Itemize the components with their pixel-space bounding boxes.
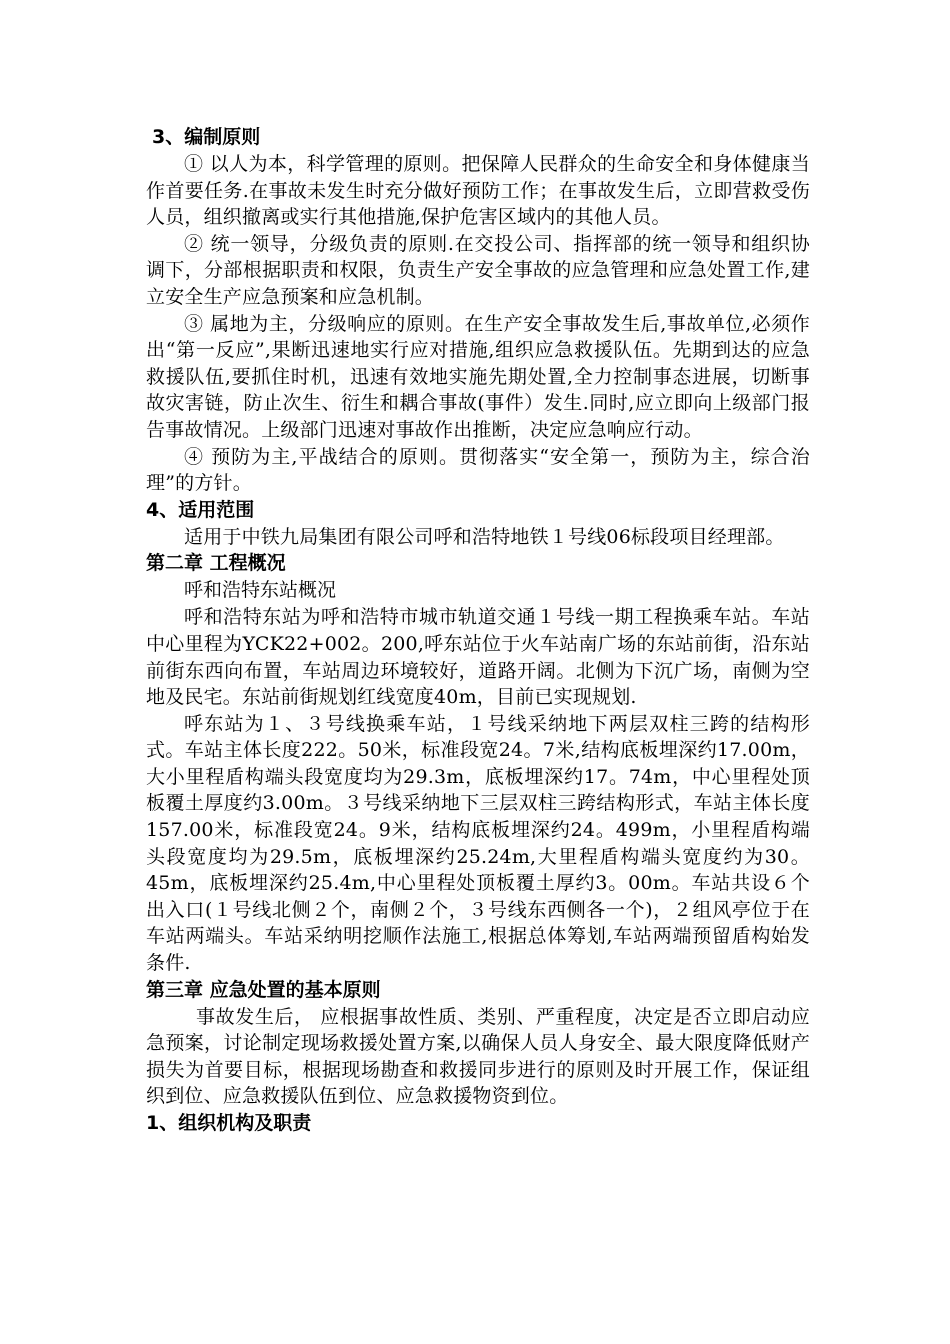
paragraph-principle-1: ① 以人为本，科学管理的原则。把保障人民群众的生命安全和身体健康当作首要任务.在事故未发生时充分做好预防工作；在事故发生后，立即营救受伤人员，组织撤离或实行其他措施,保护危害区域内的其他人员。 bbox=[146, 153, 810, 229]
subheading-station-overview: 呼和浩特东站概况 bbox=[184, 579, 337, 602]
paragraph-chapter-3: 事故发生后， 应根据事故性质、类别、严重程度，决定是否立即启动应急预案，讨论制定现场救援处置方案,以确保人员人身安全、最大限度降低财产损失为首要目标，根据现场勘查和救援同步进行的原则及时开展工作，保证组织到位、应急救援队伍到位、应急救援物资到位。 bbox=[146, 1005, 810, 1108]
heading-compilation-principles: 3、编制原则 bbox=[152, 126, 261, 148]
paragraph-principle-4: ④ 预防为主,平战结合的原则。贯彻落实“安全第一，预防为主，综合治理”的方针。 bbox=[146, 445, 810, 495]
heading-chapter-3: 第三章 应急处置的基本原则 bbox=[146, 978, 381, 1001]
paragraph-station-2: 呼东站为１、３号线换乘车站，１号线采纳地下两层双柱三跨的结构形式。车站主体长度222。50米，标准段宽24。7米,结构底板埋深约17.00m，大小里程盾构端头段宽度均为29.3m，底板埋深约17。74m，中心里程处顶板覆土厚度约3.00m。３号线采纳地下三层双柱三跨结构形式，车站主体长度157.00米，标准段宽24。9米，结构底板埋深约24。499m，小里程盾构端头段宽度均为29.5m，底板埋深约25.24m,大里程盾构端头宽度约为30。45m，底板埋深约25.4m,中心里程处顶板覆土厚约3。00m。车站共设６个出入口(１号线北侧２个，南侧２个，３号线东西侧各一个)，２组风亭位于在车站两端头。车站采纳明挖顺作法施工,根据总体筹划,车站两端预留盾构始发条件. bbox=[146, 712, 810, 975]
heading-organization: 1、组织机构及职责 bbox=[146, 1112, 312, 1134]
paragraph-principle-3: ③ 属地为主，分级响应的原则。在生产安全事故发生后,事故单位,必须作出“第一反应”,果断迅速地实行应对措施,组织应急救援队伍。先期到达的应急救援队伍,要抓住时机，迅速有效地实施先期处置,全力控制事态进展，切断事故灾害链，防止次生、衍生和耦合事故(事件）发生.同时,应立即向上级部门报告事故情况。上级部门迅速对事故作出推断，决定应急响应行动。 bbox=[146, 312, 810, 441]
document-body bbox=[146, 124, 810, 1137]
paragraph-scope: 适用于中铁九局集团有限公司呼和浩特地铁１号线06标段项目经理部。 bbox=[184, 525, 785, 548]
heading-chapter-2: 第二章 工程概况 bbox=[146, 552, 286, 575]
paragraph-principle-2: ② 统一领导，分级负责的原则.在交投公司、指挥部的统一领导和组织协调下，分部根据职责和权限，负责生产安全事故的应急管理和应急处置工作,建立安全生产应急预案和应急机制。 bbox=[146, 232, 810, 308]
heading-scope: 4、适用范围 bbox=[146, 498, 255, 521]
paragraph-station-1: 呼和浩特东站为呼和浩特市城市轨道交通１号线一期工程换乘车站。车站中心里程为YCK22+002。200,呼东站位于火车站南广场的东站前街，沿东站前街东西向布置，车站周边环境较好，道路开阔。北侧为下沉广场，南侧为空地及民宅。东站前街规划红线宽度40m，目前已实现规划. bbox=[146, 606, 810, 709]
